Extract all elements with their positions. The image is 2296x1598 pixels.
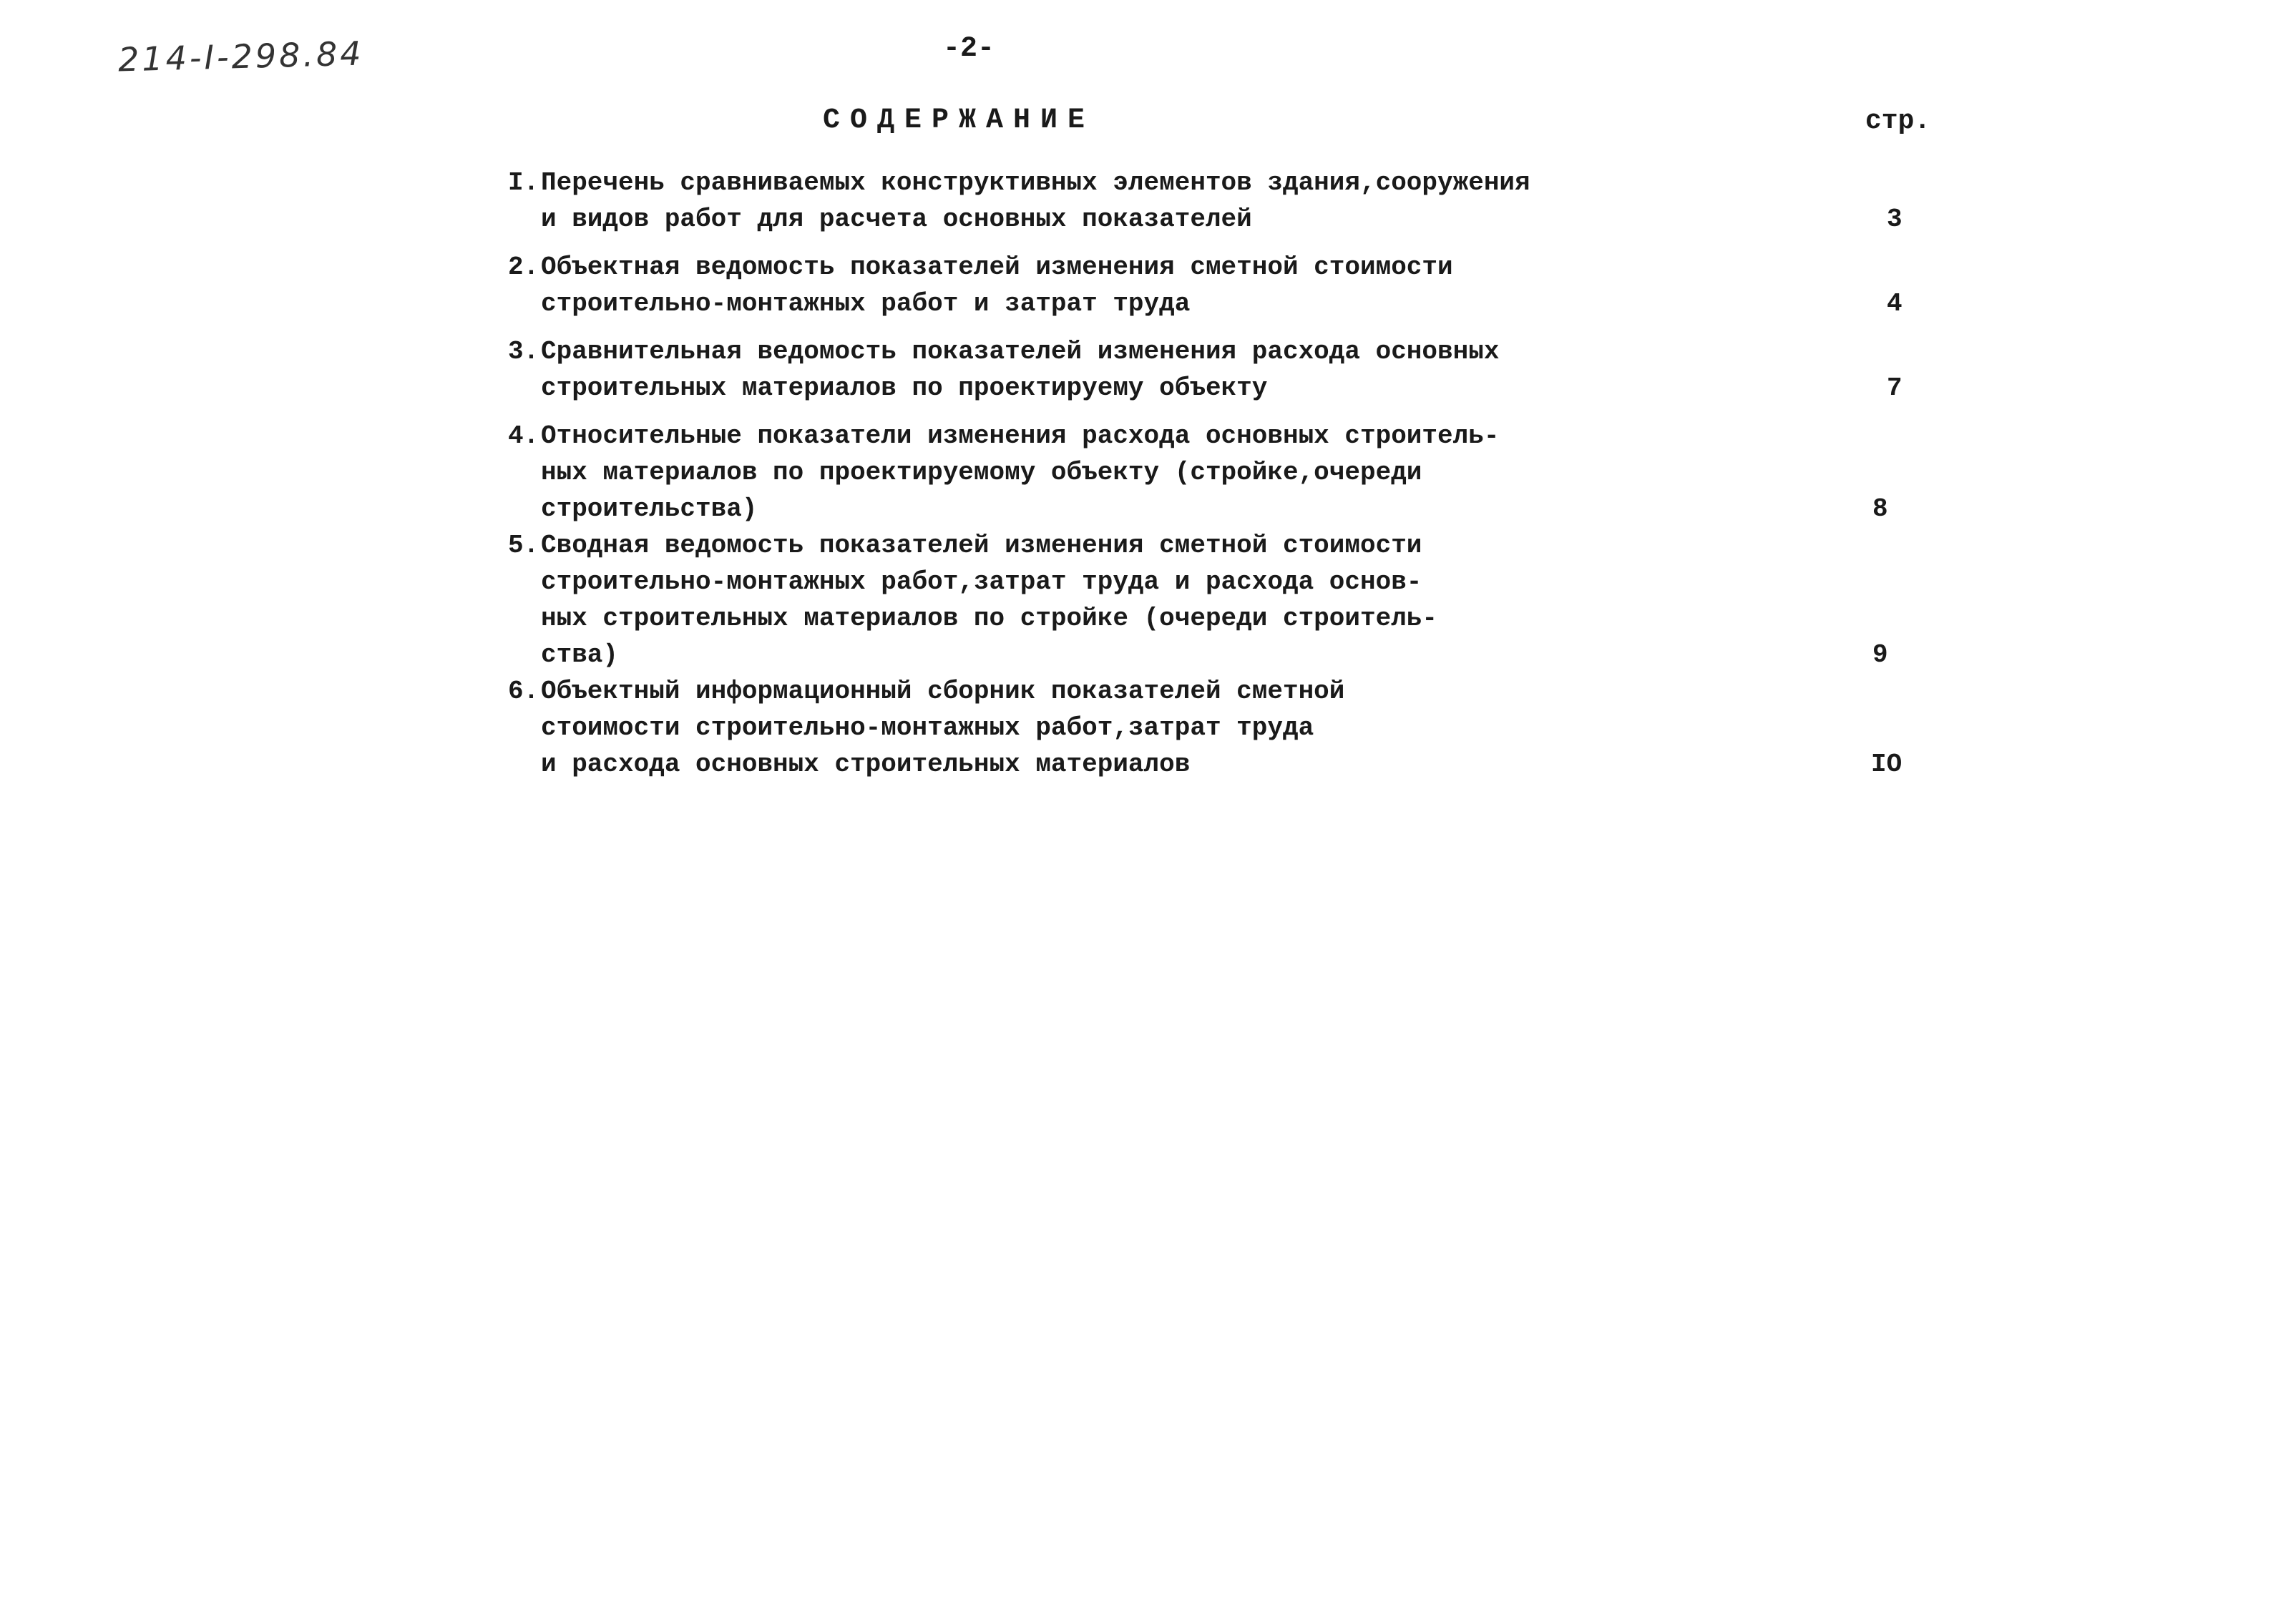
toc-entry-page: 8 <box>1872 494 1888 524</box>
toc-entry-page: 3 <box>1887 205 1902 234</box>
toc-entry-number: 5. <box>508 531 539 560</box>
toc-entry-line: строительно-монтажных работ,затрат труда и расхода основ- <box>541 567 1422 597</box>
page-title: СОДЕРЖАНИЕ <box>823 104 1095 137</box>
toc-entry-line: ных материалов по проектируемому объекту (стройке,очереди <box>541 458 1422 487</box>
toc-entry-number: 6. <box>508 677 539 706</box>
toc-entry-text <box>541 527 1543 673</box>
toc-entry-number: 4. <box>508 421 539 451</box>
toc-entry-number: I. <box>508 168 539 197</box>
page-number: -2- <box>943 33 995 65</box>
toc-entry-line: Относительные показатели изменения расхода основных строитель- <box>541 421 1500 451</box>
toc-entry-line: ных строительных материалов по стройке (очереди строитель- <box>541 604 1438 633</box>
toc-entry-line: Объектная ведомость показателей изменения сметной стоимости <box>541 253 1453 282</box>
toc-entry-number: 2. <box>508 253 539 282</box>
toc-entry-number: 3. <box>508 337 539 366</box>
toc-entry-text <box>541 418 1543 527</box>
toc-entry-line: Сводная ведомость показателей изменения сметной стоимости <box>541 531 1422 560</box>
toc-entry-text <box>541 673 1543 783</box>
toc-entry <box>508 165 1939 237</box>
toc-entry-page: 4 <box>1887 289 1902 318</box>
toc-entry-text <box>541 333 1543 406</box>
toc-entry-line: строительных материалов по проектируему объекту <box>541 373 1268 403</box>
page-column-header: стр. <box>1865 106 1931 137</box>
toc-entry <box>508 333 1939 406</box>
toc-entry-line: Объектный информационный сборник показателей сметной <box>541 677 1345 706</box>
toc-entry-page: IO <box>1871 750 1902 779</box>
toc-entry-text <box>541 249 1543 322</box>
toc-entry-line: и видов работ для расчета основных показателей <box>541 205 1252 234</box>
toc-entry <box>508 249 1939 322</box>
toc-entry-line: строительно-монтажных работ и затрат труда <box>541 289 1191 318</box>
toc-entry-line: ства) <box>541 640 619 670</box>
toc-entry-page: 7 <box>1887 373 1902 403</box>
table-of-contents <box>508 165 1939 783</box>
toc-entry-line: и расхода основных строительных материалов <box>541 750 1191 779</box>
toc-entry <box>508 673 1939 783</box>
toc-entry-line: строительства) <box>541 494 758 524</box>
toc-entry-text <box>541 165 1543 237</box>
toc-entry-line: стоимости строительно-монтажных работ,затрат труда <box>541 713 1314 742</box>
toc-entry <box>508 418 1939 527</box>
document-code: 214-I-298.84 <box>117 34 365 79</box>
toc-entry <box>508 527 1939 673</box>
toc-entry-line: Сравнительная ведомость показателей изменения расхода основных <box>541 337 1500 366</box>
toc-entry-line: Перечень сравниваемых конструктивных элементов здания,сооружения <box>541 168 1530 197</box>
toc-entry-page: 9 <box>1872 640 1888 670</box>
